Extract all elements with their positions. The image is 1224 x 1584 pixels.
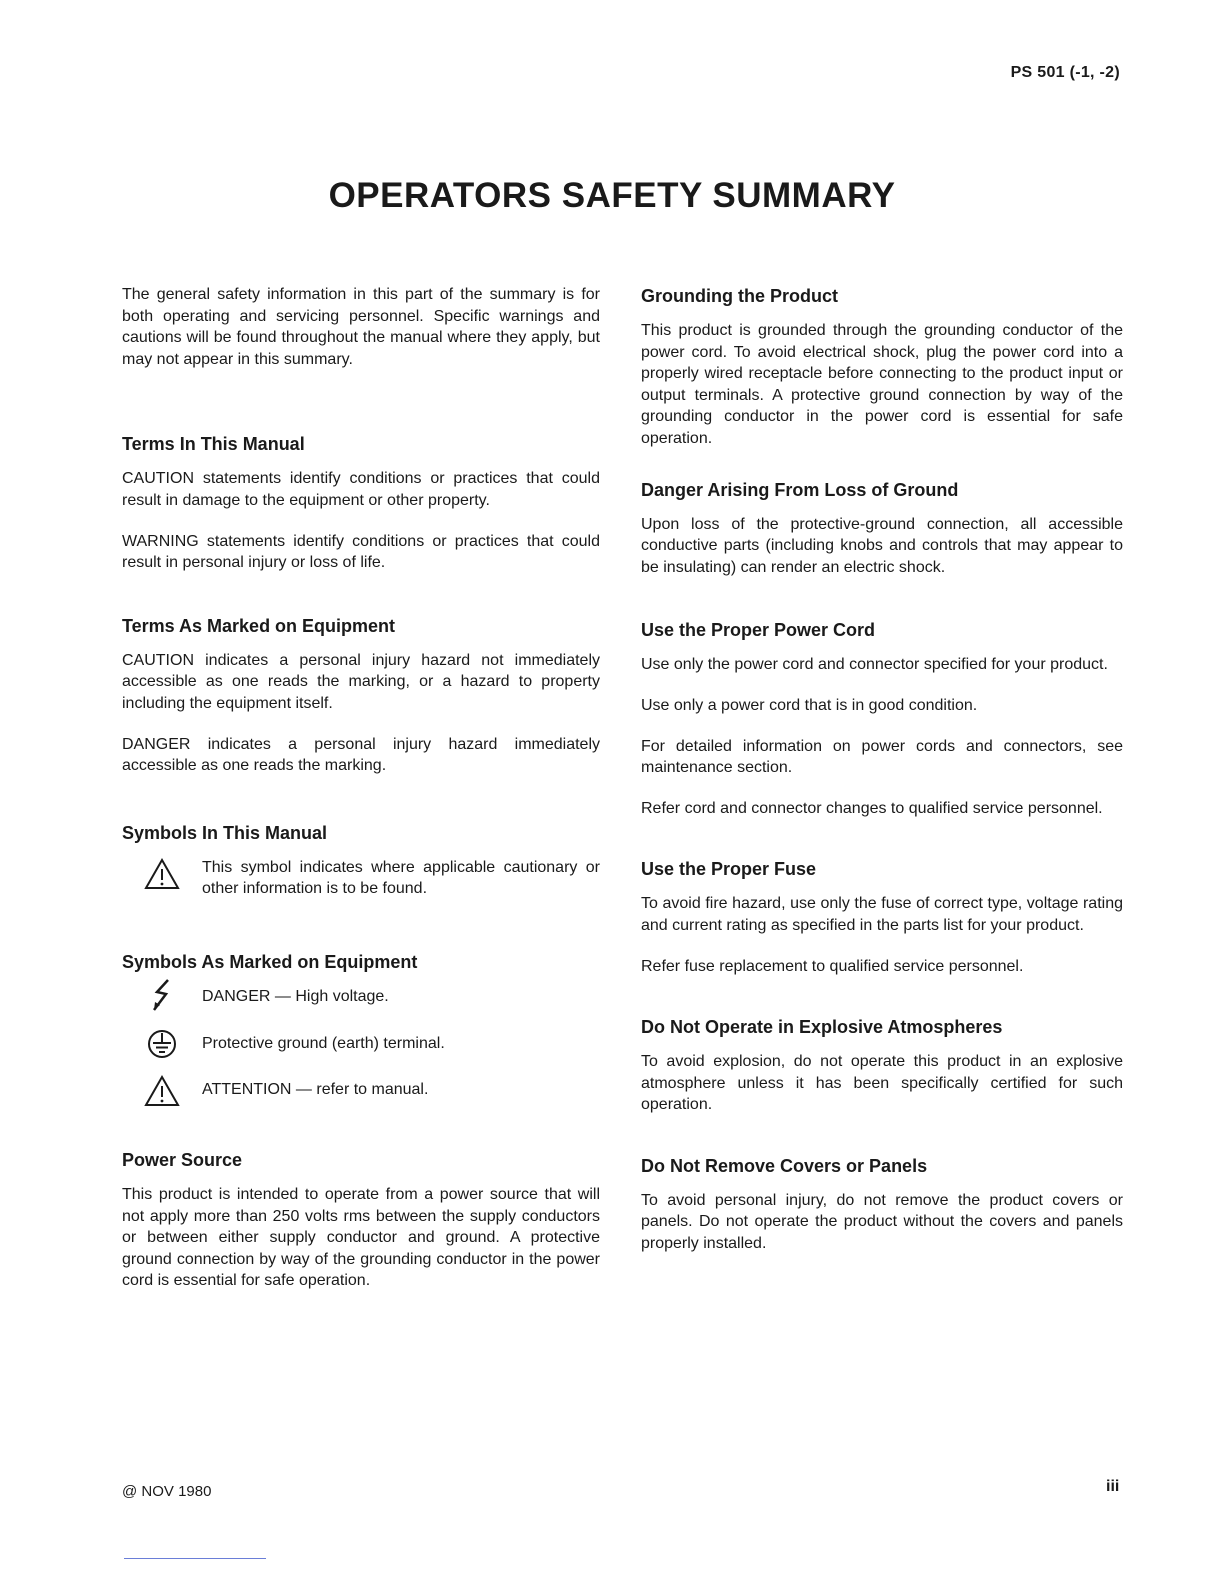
symbol-row [122, 978, 600, 1012]
section-heading: Do Not Operate in Explosive Atmospheres [641, 1017, 1003, 1038]
paragraph: To avoid fire hazard, use only the fuse of correct type, voltage rating and current rating as specified in the parts list for your product. [641, 895, 1123, 934]
paragraph: To avoid explosion, do not operate this product in an explosive atmosphere unless it has been specifically certified for such operation. [641, 1053, 1123, 1114]
symbol-row [122, 1074, 600, 1108]
paragraph: This product is intended to operate from a power source that will not apply more than 250 volts rms between the supply conductors or between either supply conductor and ground. A protective ground connection by way of the grounding conductor in the power cord is essential for safe operation. [122, 1185, 600, 1290]
left-column [122, 284, 600, 1311]
page-identifier: PS 501 (-1, -2) [1010, 64, 1120, 81]
section-terms-equipment [122, 614, 600, 777]
lightning-icon [122, 978, 202, 1012]
section-symbols-equipment [122, 950, 600, 1108]
section-heading: Symbols In This Manual [122, 822, 328, 843]
section-power-source [122, 1148, 600, 1292]
section-heading: Terms In This Manual [122, 434, 305, 455]
section-heading: Use the Proper Power Cord [641, 620, 876, 641]
section-explosive [641, 1015, 1123, 1116]
section-heading: Do Not Remove Covers or Panels [641, 1155, 928, 1176]
section-danger-ground [641, 478, 1123, 579]
right-column [641, 284, 1123, 1274]
footer-divider [124, 1558, 266, 1559]
paragraph: CAUTION statements identify conditions or practices that could result in damage to the equipment or other property. [122, 470, 600, 509]
paragraph: Use only the power cord and connector specified for your product. [641, 656, 1108, 674]
ground-icon [122, 1028, 202, 1060]
paragraph: Use only a power cord that is in good condition. [641, 696, 978, 714]
section-heading: Danger Arising From Loss of Ground [641, 479, 959, 500]
section-heading: Symbols As Marked on Equipment [122, 951, 418, 972]
footer-date: @ NOV 1980 [122, 1483, 212, 1500]
section-heading: Power Source [122, 1149, 243, 1170]
section-covers [641, 1154, 1123, 1255]
warning-triangle-icon [122, 1074, 202, 1108]
section-heading: Grounding the Product [641, 286, 838, 306]
symbol-description: This symbol indicates where applicable cautionary or other information is to be found. [202, 858, 600, 898]
symbol-row [122, 1028, 600, 1060]
paragraph: To avoid personal injury, do not remove the product covers or panels. Do not operate the product without the covers and panels properly installed. [641, 1191, 1123, 1253]
section-fuse [641, 857, 1123, 977]
paragraph: Refer cord and connector changes to qualified service personnel. [641, 799, 1103, 817]
paragraph: Upon loss of the protective-ground connection, all accessible conductive parts (including knobs and controls that may appear to be insulating) can render an electric shock. [641, 515, 1123, 576]
section-power-cord [641, 618, 1123, 819]
paragraph: CAUTION indicates a personal injury hazard not immediately accessible as one reads the marking, or a hazard to property including the equipment itself. [122, 651, 600, 712]
section-heading: Use the Proper Fuse [641, 859, 817, 880]
page-number: iii [1106, 1478, 1120, 1495]
symbol-row [122, 857, 600, 900]
intro-paragraph: The general safety information in this part of the summary is for both operating and servicing personnel. Specific warnings and cautions will be found throughout the manual where they apply, but may not appear in this summary. [122, 286, 600, 368]
paragraph: DANGER indicates a personal injury hazard immediately accessible as one reads the marking. [122, 735, 600, 775]
section-grounding [641, 284, 1123, 450]
section-terms-manual [122, 432, 600, 573]
symbol-description: Protective ground (earth) terminal. [202, 1034, 445, 1052]
warning-triangle-icon [122, 857, 202, 891]
page-title: OPERATORS SAFETY SUMMARY [328, 176, 896, 215]
paragraph: This product is grounded through the grounding conductor of the power cord. To avoid electrical shock, plug the power cord into a properly wired receptacle before connecting to the product input or output terminals. A protective ground connection by way of the grounding conductor in the power cord is essential for safe operation. [641, 322, 1123, 447]
paragraph: For detailed information on power cords and connectors, see maintenance section. [641, 737, 1123, 777]
symbol-description: ATTENTION — refer to manual. [202, 1080, 429, 1098]
paragraph: WARNING statements identify conditions or practices that could result in personal injury or loss of life. [122, 532, 600, 572]
paragraph: Refer fuse replacement to qualified service personnel. [641, 957, 1024, 975]
section-heading: Terms As Marked on Equipment [122, 615, 396, 636]
symbol-description: DANGER — High voltage. [202, 987, 389, 1005]
section-symbols-manual [122, 821, 600, 900]
